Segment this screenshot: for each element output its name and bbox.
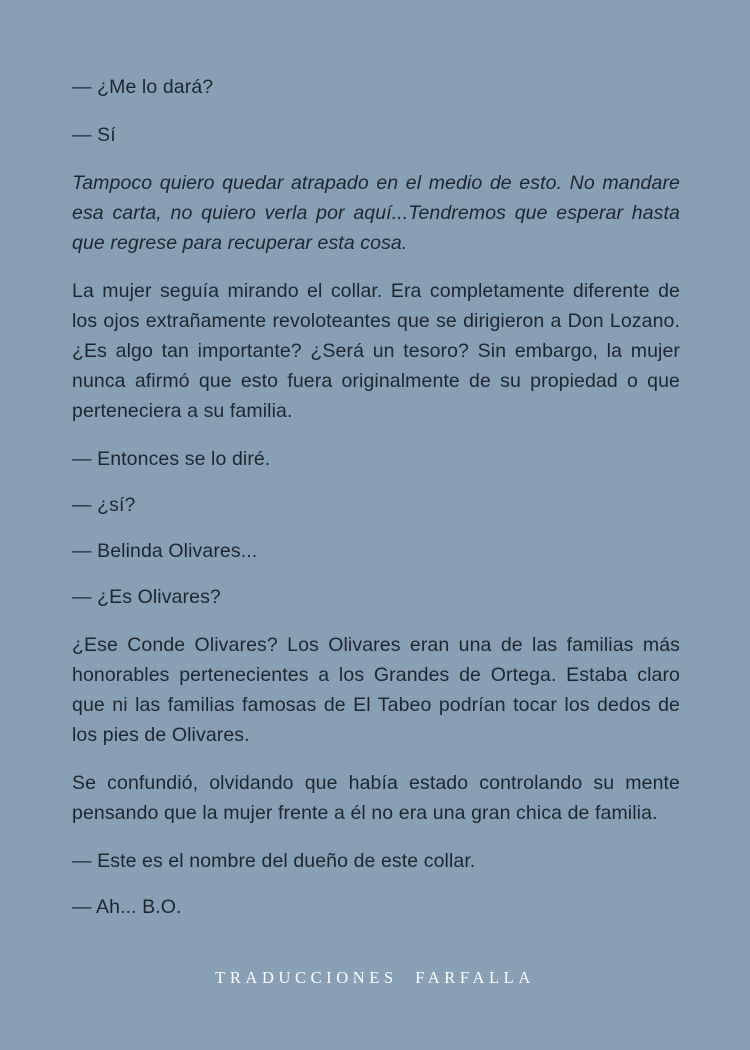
italic-paragraph: Tampoco quiero quedar atrapado en el medio de esto. No mandare esa carta, no quiero verla por aquí...Tendremos que esperar hasta que regrese para recuperar esta cosa. [72,172,680,254]
footer-watermark: TRADUCCIONES FARFALLA [215,968,535,987]
dialogue-line: — Belinda Olivares... [72,540,258,562]
dialogue-line: — ¿Es Olivares? [72,586,221,608]
dialogue-line: — Entonces se lo diré. [72,448,271,470]
body-paragraph: Se confundió, olvidando que había estado controlando su mente pensando que la mujer frente a él no era una gran chica de familia. [72,772,680,824]
body-paragraph: ¿Ese Conde Olivares? Los Olivares eran una de las familias más honorables pertenecientes a los Grandes de Ortega. Estaba claro que ni las familias famosas de El Tabeo podrían tocar los dedos de los pies de Olivares. [72,634,680,746]
dialogue-line: — ¿sí? [72,494,136,516]
dialogue-line: — Este es el nombre del dueño de este collar. [72,850,476,872]
dialogue-line: — Sí [72,124,116,146]
body-paragraph: La mujer seguía mirando el collar. Era completamente diferente de los ojos extrañamente revoloteantes que se dirigieron a Don Lozano. ¿Es algo tan importante? ¿Será un tesoro? Sin embargo, la mujer nunca afirmó que esto fuera originalmente de su propiedad o que perteneciera a su familia. [72,280,680,422]
dialogue-line: — Ah... B.O. [72,896,182,918]
dialogue-line: — ¿Me lo dará? [72,76,214,98]
text-body [72,72,680,922]
